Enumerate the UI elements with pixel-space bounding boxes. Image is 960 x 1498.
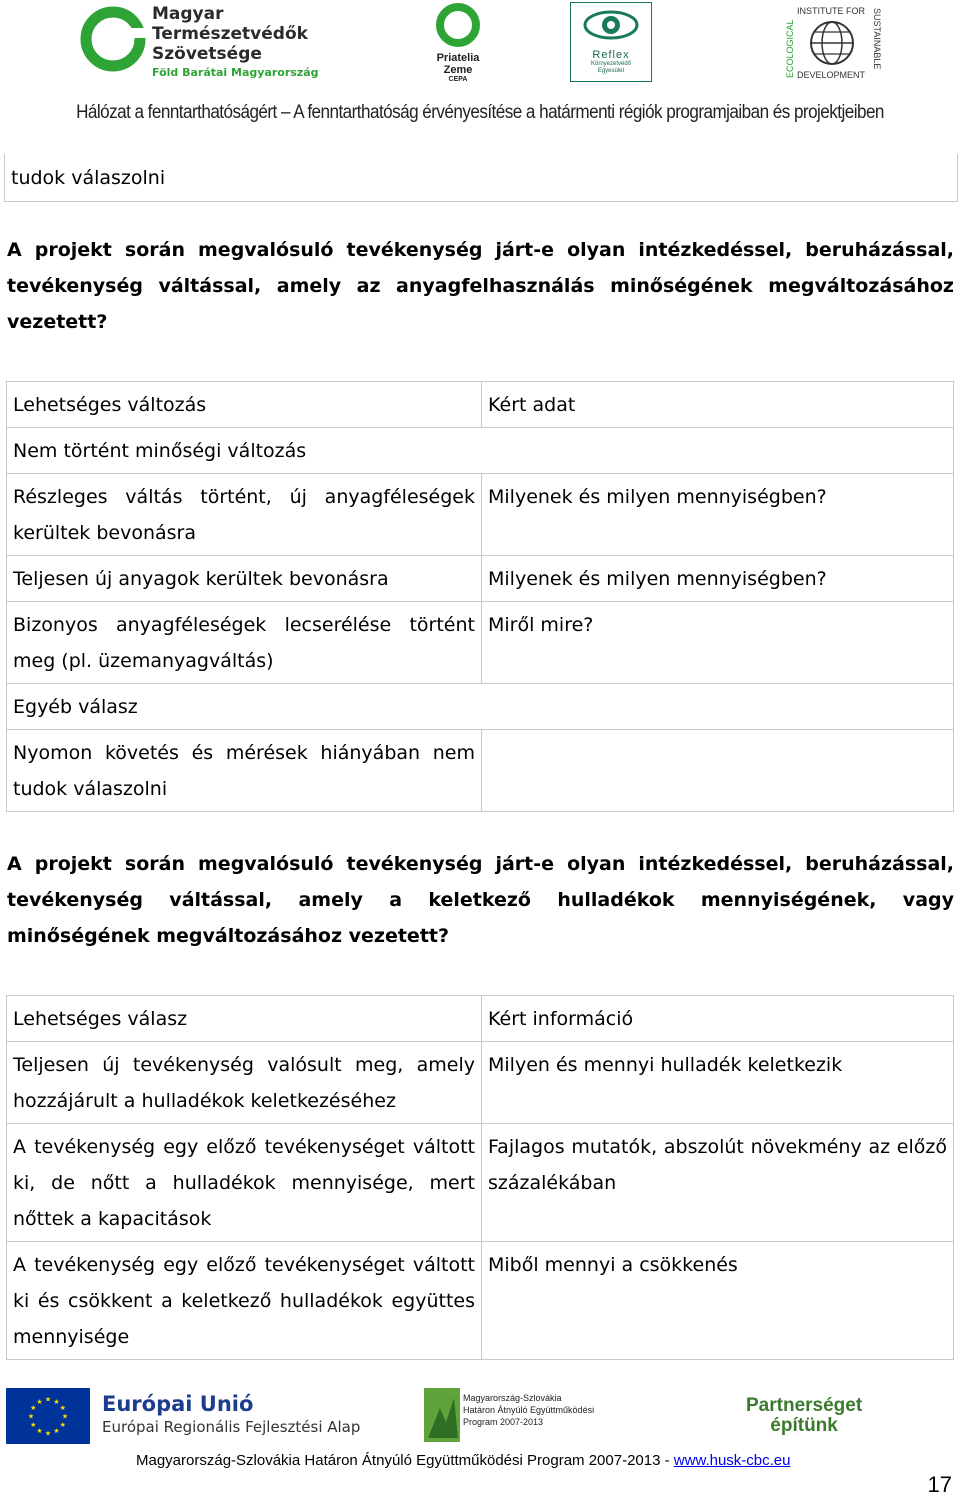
table-row — [7, 1242, 954, 1360]
table-2 — [6, 995, 954, 1360]
page-number: 17 — [927, 1472, 952, 1497]
eu-star-icon: ★ — [30, 1404, 37, 1412]
question-2: A projekt során megvalósuló tevékenység járt-e olyan intézkedéssel, beruházással, tevékenység váltással, amely a keletkező hulladékok mennyiségének, vagy minőségének megváltozásához vezetett? — [7, 853, 954, 947]
reflex-name: Reflex — [592, 49, 630, 61]
partner-logo — [746, 1396, 862, 1436]
table-cell: Nyomon követés és mérések hiányában nem tudok válaszolni — [7, 730, 482, 812]
eu-star-icon: ★ — [30, 1421, 37, 1429]
table-header-row — [7, 382, 954, 428]
table-row — [7, 1042, 954, 1124]
table-header-cell: Lehetséges válasz — [7, 996, 482, 1042]
table-cell: Bizonyos anyagféleségek lecserélése történt meg (pl. üzemanyagváltás) — [7, 602, 482, 684]
eu-flag-icon — [6, 1388, 90, 1444]
question-1: A projekt során megvalósuló tevékenység járt-e olyan intézkedéssel, beruházással, tevékenység váltással, amely az anyagfelhasználás minőségének megváltozásához vezetett? — [7, 239, 954, 333]
table-row — [7, 602, 954, 684]
husk-line1: Magyarország-Szlovákia — [463, 1393, 562, 1403]
eu-star-icon: ★ — [53, 1427, 60, 1436]
table-row — [7, 1124, 954, 1242]
table-cell: Milyenek és milyen mennyiségben? — [482, 474, 954, 556]
table-cell: Miből mennyi a csökkenés — [482, 1242, 954, 1360]
reflex-logo — [570, 2, 652, 82]
partner-line2: építünk — [770, 1415, 838, 1436]
table-row — [7, 730, 954, 812]
table-cell — [482, 730, 954, 812]
table-cell: A tevékenység egy előző tevékenységet váltott ki és csökkent a keletkező hulladékok együttes mennyisége — [7, 1242, 482, 1360]
husk-link[interactable]: www.husk-cbc.eu — [673, 1452, 791, 1469]
table-cell: Teljesen új tevékenység valósult meg, amely hozzájárult a hulladékok keletkezéséhez — [7, 1042, 482, 1124]
eisd-top: INSTITUTE FOR — [797, 6, 865, 16]
eu-title: Európai Unió — [102, 1392, 254, 1416]
eu-star-icon: ★ — [53, 1397, 60, 1406]
mtvsz-line3: Szövetsége — [152, 44, 262, 64]
partner-line1: Partnerséget — [746, 1395, 863, 1416]
eu-star-icon: ★ — [59, 1421, 66, 1429]
eu-star-icon: ★ — [61, 1412, 69, 1421]
husk-line3: Program 2007-2013 — [463, 1417, 544, 1427]
eu-subtitle: Európai Regionális Fejlesztési Alap — [102, 1418, 361, 1436]
program-text: Magyarország-Szlovákia Határon Átnyúló Együttműködési Program 2007-2013 - — [136, 1452, 674, 1469]
table-header-cell: Kért adat — [482, 382, 954, 428]
eu-star-icon: ★ — [27, 1412, 35, 1421]
table-cell: A tevékenység egy előző tevékenységet váltott ki, de nőtt a hulladékok mennyisége, mert nőttek a kapacitások — [7, 1124, 482, 1242]
table-cell: Egyéb válasz — [7, 684, 954, 730]
eu-star-icon: ★ — [44, 1395, 52, 1404]
table-header-row — [7, 996, 954, 1042]
reflex-eye-icon — [580, 3, 642, 49]
husk-logo-text — [463, 1392, 594, 1428]
eisd-right-text — [871, 6, 883, 80]
pz-line2: Zeme — [443, 64, 473, 76]
eisd-left-label: ECOLOGICAL — [785, 19, 795, 78]
table-1 — [6, 381, 954, 812]
table-cell: Nem történt minőségi változás — [7, 428, 954, 474]
eu-star-icon: ★ — [59, 1404, 66, 1412]
eisd-right-label: SUSTAINABLE — [872, 8, 882, 70]
table-cell: Fajlagos mutatók, abszolút növekmény az előző százalékában — [482, 1124, 954, 1242]
eisd-logo — [783, 6, 883, 80]
priatelia-zeme-logo — [428, 2, 488, 86]
reflex-sub2: Egyesület — [597, 68, 625, 74]
table-cell: Részleges váltás történt, új anyagféleségek kerültek bevonásra — [7, 474, 482, 556]
table-row — [7, 474, 954, 556]
eu-star-icon: ★ — [36, 1427, 43, 1436]
mtvsz-line4: Föld Barátai Magyarország — [152, 66, 319, 79]
continued-cell-text: tudok válaszolni — [11, 167, 166, 189]
mtvsz-line2: Természetvédők — [152, 24, 308, 44]
reflex-sub1: Környezetvédő — [590, 61, 632, 67]
eisd-left-text — [783, 6, 797, 80]
pz-line3: CEPA — [448, 76, 468, 83]
mtvsz-ring-icon — [80, 6, 146, 72]
eu-star-icon: ★ — [44, 1429, 52, 1438]
program-footer — [136, 1452, 791, 1469]
table-cell: Milyenek és milyen mennyiségben? — [482, 556, 954, 602]
husk-line2: Határon Átnyúló Együttműködési — [463, 1405, 595, 1415]
table-cell: Teljesen új anyagok kerültek bevonásra — [7, 556, 482, 602]
table-row — [7, 556, 954, 602]
continued-table-row — [4, 154, 958, 202]
page-subtitle: Hálózat a fenntarthatóságért – A fenntarthatóság érvényesítése a határmenti régiók programjaiban és projektjeiben — [76, 102, 884, 123]
table-cell: Miről mire? — [482, 602, 954, 684]
pz-line1: Priatelia — [436, 52, 480, 64]
table-row — [7, 684, 954, 730]
eu-star-icon: ★ — [36, 1397, 43, 1406]
eisd-bottom: DEVELOPMENT — [797, 70, 866, 80]
husk-logo-icon — [424, 1388, 460, 1442]
mtvsz-line1: Magyar — [152, 4, 224, 24]
globe-icon — [807, 18, 857, 68]
pz-circle-icon — [433, 2, 483, 48]
table-header-cell: Lehetséges változás — [7, 382, 482, 428]
table-row — [7, 428, 954, 474]
table-header-cell: Kért információ — [482, 996, 954, 1042]
table-cell: Milyen és mennyi hulladék keletkezik — [482, 1042, 954, 1124]
mtvsz-logo — [80, 4, 320, 84]
